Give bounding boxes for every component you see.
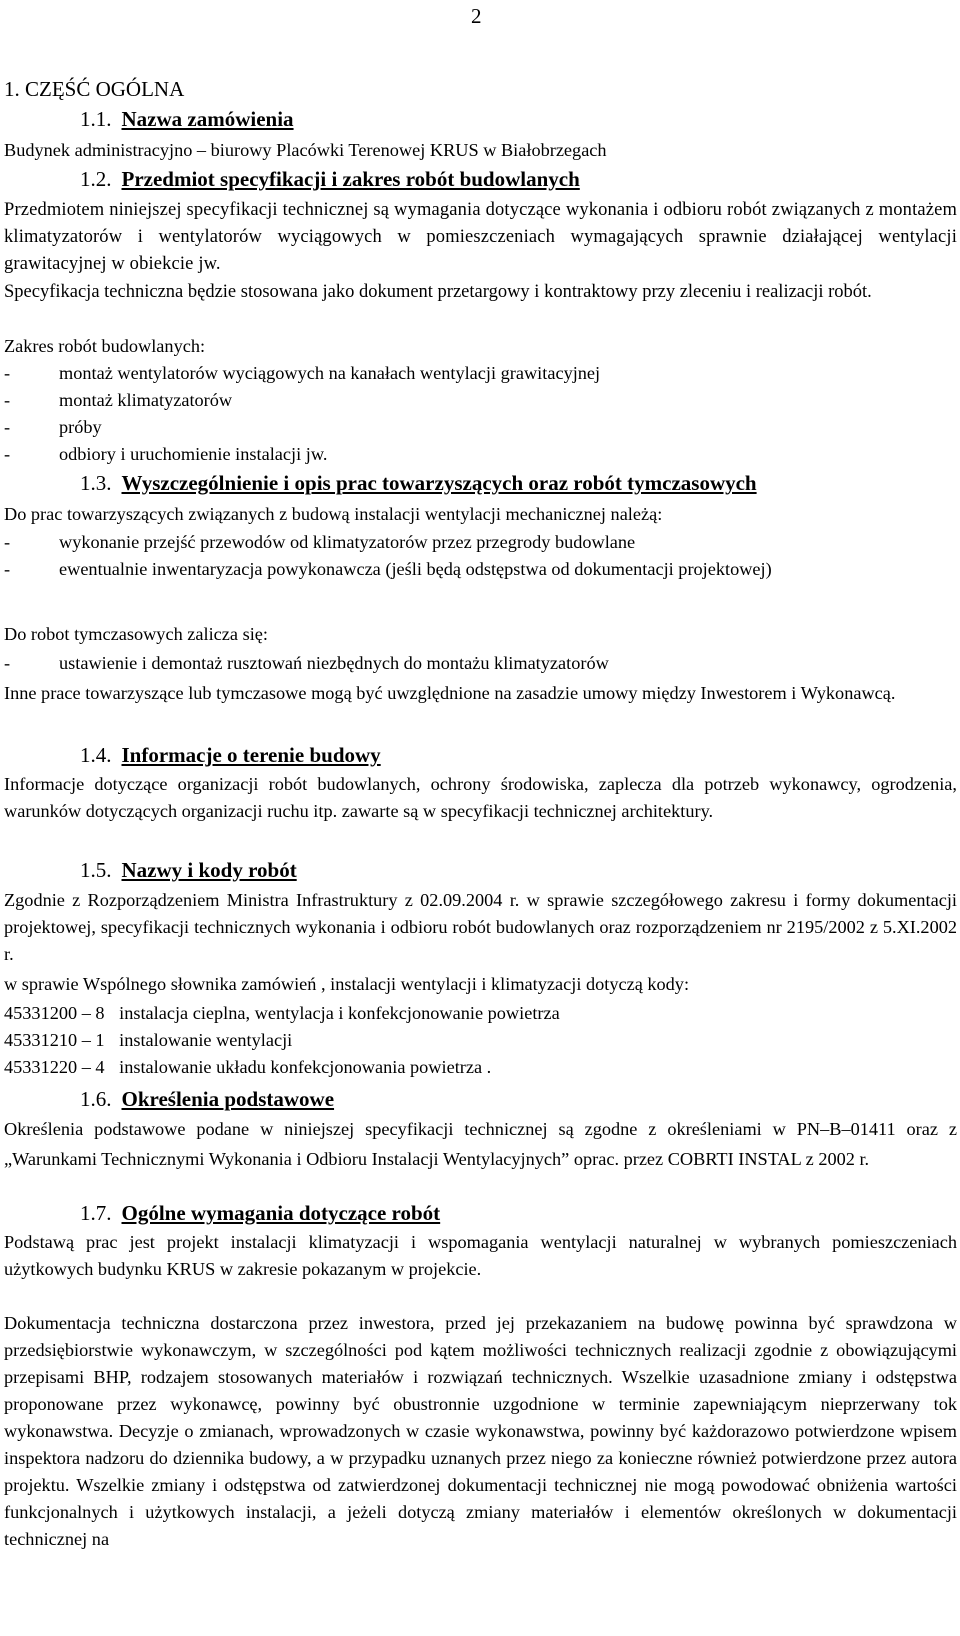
list-item bbox=[4, 360, 957, 387]
code-description: instalowanie wentylacji bbox=[119, 1030, 293, 1050]
section-title: Nazwa zamówienia bbox=[121, 107, 294, 131]
page-number: 2 bbox=[471, 4, 482, 28]
list-item bbox=[4, 650, 957, 677]
section-1-7-paragraph-1: Podstawą prac jest projekt instalacji klimatyzacji i wspomagania wentylacji naturalnej w wybranych pomieszczeniach użytkowych budynku KRUS w zakresie pokazanym w projekcie. bbox=[4, 1232, 957, 1279]
bullet-dash: - bbox=[4, 532, 11, 552]
bullet-dash: - bbox=[4, 363, 11, 383]
section-heading-1-1 bbox=[80, 106, 294, 133]
list-item-text: odbiory i uruchomienie instalacji jw. bbox=[59, 444, 328, 464]
section-number: 1.3. bbox=[80, 471, 112, 495]
bullet-dash: - bbox=[4, 390, 11, 410]
section-title: Nazwy i kody robót bbox=[121, 858, 297, 882]
code-description: instalowanie układu konfekcjonowania powietrza . bbox=[119, 1057, 492, 1077]
section-title: Wyszczególnienie i opis prac towarzyszących oraz robót tymczasowych bbox=[121, 471, 757, 495]
section-1-5-paragraph-2: w sprawie Wspólnego słownika zamówień , instalacji wentylacji i klimatyzacji dotyczą kody: bbox=[4, 974, 690, 994]
section-1-3-intro: Do prac towarzyszących związanych z budową instalacji wentylacji mechanicznej należą: bbox=[4, 504, 663, 524]
list-item bbox=[4, 441, 957, 468]
section-1-2-paragraph-2: Specyfikacja techniczna będzie stosowana jako dokument przetargowy i kontraktowy przy zleceniu i realizacji robót. bbox=[4, 282, 872, 302]
section-1-1-text: Budynek administracyjno – biurowy Placówki Terenowej KRUS w Białobrzegach bbox=[4, 140, 607, 160]
section-heading-1-5 bbox=[80, 857, 297, 884]
list-item bbox=[4, 387, 957, 414]
bullet-dash: - bbox=[4, 417, 11, 437]
section-heading-1-3 bbox=[80, 470, 757, 497]
code-row bbox=[4, 1054, 957, 1081]
section-number: 1.1. bbox=[80, 107, 112, 131]
section-1-7-paragraph-2: Dokumentacja techniczna dostarczona przez inwestora, przed jej przekazaniem na budowę powinna być sprawdzona w przedsiębiorstwie wykonawczym, w szczególności pod kątem możliwości technicznych realizacji zgodnie z obowiązującymi przepisami BHP, rodzajem stosowanych materiałów i rozwiązań technicznych. Wszelkie uzasadnione zmiany i odstępstwa proponowane przez wykonawcę, powinny być obustronnie uzgodnione w terminie zapewniającym nieprzerwany tok wykonawstwa. Decyzje o zmianach, wprowadzonych w czasie wykonawstwa, powinny być każdorazowo potwierdzone wpisem inspektora nadzoru do dziennika budowy, a w przypadku uznanych przez niego za konieczne również potwierdzone przez autora projektu. Wszelkie zmiany i odstępstwa od zatwierdzonej dokumentacji technicznej nie mogą powodować obniżenia wartości funkcjonalnych i użytkowych instalacji, a jeżeli dotyczą zmiany materiałów i elementów określonych w dokumentacji technicznej na bbox=[4, 1313, 957, 1549]
code-description: instalacja cieplna, wentylacja i konfekcjonowanie powietrza bbox=[119, 1003, 560, 1023]
accompanying-works-list bbox=[4, 529, 957, 583]
section-heading-1-2 bbox=[80, 166, 580, 193]
list-item-text: ewentualnie inwentaryzacja powykonawcza (jeśli będą odstępstwa od dokumentacji projektowej) bbox=[59, 559, 772, 579]
code-row bbox=[4, 1027, 957, 1054]
list-item-text: ustawienie i demontaż rusztowań niezbędnych do montażu klimatyzatorów bbox=[59, 653, 609, 673]
section-1-4-text: Informacje dotyczące organizacji robót budowlanych, ochrony środowiska, zaplecza dla potrzeb wykonawcy, ogrodzenia, warunków dotyczących organizacji ruchu itp. zawarte są w specyfikacji technicznej architektury. bbox=[4, 774, 957, 821]
list-item-text: wykonanie przejść przewodów od klimatyzatorów przez przegrody budowlane bbox=[59, 532, 636, 552]
section-title: Ogólne wymagania dotyczące robót bbox=[121, 1201, 441, 1225]
section-title: Określenia podstawowe bbox=[121, 1087, 335, 1111]
section-1-5-paragraph-1: Zgodnie z Rozporządzeniem Ministra Infrastruktury z 02.09.2004 r. w sprawie szczegółowego zakresu i formy dokumentacji projektowej, specyfikacji technicznych wykonania i odbioru robót budowlanych oraz rozporządzeniem nr 2195/2002 z 5.XI.2002 r. bbox=[4, 890, 957, 964]
section-title: Przedmiot specyfikacji i zakres robót budowlanych bbox=[121, 167, 580, 191]
part-title: 1. CZĘŚĆ OGÓLNA bbox=[4, 77, 185, 101]
temporary-works-list bbox=[4, 650, 957, 677]
section-1-6-text: Określenia podstawowe podane w niniejszej specyfikacji technicznej są zgodne z określeniami w PN–B–01411 oraz z „Warunkami Technicznymi Wykonania i Odbioru Instalacji Wentylacyjnych” oprac. przez COBRTI INSTAL z 2002 r. bbox=[4, 1119, 957, 1169]
bullet-dash: - bbox=[4, 444, 11, 464]
scope-list bbox=[4, 360, 957, 468]
code-value: 45331200 – 8 bbox=[4, 1003, 105, 1023]
list-item-text: próby bbox=[59, 417, 102, 437]
section-number: 1.5. bbox=[80, 858, 112, 882]
list-item-text: montaż wentylatorów wyciągowych na kanałach wentylacji grawitacyjnej bbox=[59, 363, 601, 383]
list-item bbox=[4, 529, 957, 556]
section-title: Informacje o terenie budowy bbox=[121, 743, 381, 767]
code-value: 45331210 – 1 bbox=[4, 1030, 105, 1050]
list-item-text: montaż klimatyzatorów bbox=[59, 390, 233, 410]
code-row bbox=[4, 1000, 957, 1027]
section-heading-1-6 bbox=[80, 1086, 334, 1113]
list-item bbox=[4, 414, 957, 441]
code-value: 45331220 – 4 bbox=[4, 1057, 105, 1077]
scope-label: Zakres robót budowlanych: bbox=[4, 336, 206, 356]
section-number: 1.7. bbox=[80, 1201, 112, 1225]
section-1-3-closing: Inne prace towarzyszące lub tymczasowe mogą być uwzględnione na zasadzie umowy między Inwestorem i Wykonawcą. bbox=[4, 683, 896, 703]
temporary-works-intro: Do robot tymczasowych zalicza się: bbox=[4, 624, 268, 644]
section-number: 1.2. bbox=[80, 167, 112, 191]
bullet-dash: - bbox=[4, 559, 11, 579]
section-heading-1-7 bbox=[80, 1200, 440, 1227]
section-number: 1.6. bbox=[80, 1087, 112, 1111]
section-heading-1-4 bbox=[80, 742, 381, 769]
list-item bbox=[4, 556, 957, 583]
section-1-2-paragraph-1: Przedmiotem niniejszej specyfikacji technicznej są wymagania dotyczące wykonania i odbioru robót związanych z montażem klimatyzatorów i wentylatorów wyciągowych w pomieszczeniach wymagających sprawnie działającej wentylacji grawitacyjnej w obiekcie jw. bbox=[4, 200, 957, 274]
section-number: 1.4. bbox=[80, 743, 112, 767]
bullet-dash: - bbox=[4, 653, 11, 673]
codes-list bbox=[4, 1000, 957, 1081]
